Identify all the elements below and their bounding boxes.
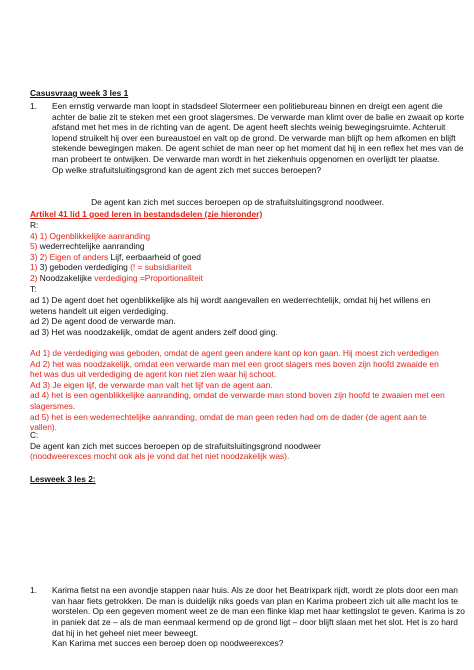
ad-black-1: ad 1) De agent doet het ogenblikkelijke als hij wordt aangevallen en wederrechtelijk, omdat hij het willens en wetens handelt uit eigen verdediging. [30, 295, 431, 316]
section-title-lesweek3-les2: Lesweek 3 les 2: [30, 474, 96, 484]
r-item-3: 3) 2) Eigen of anders Lijf, eerbaarheid of goed [30, 251, 201, 262]
r-item-1: 4) 1) Ogenblikkelijke aanranding [30, 230, 151, 241]
conclusion: De agent kan zich met succes beroepen op de strafuitsluitingsgrond noodweer [30, 440, 321, 451]
ad-red-1: Ad 1) de verdediging was geboden, omdat de agent geen andere kant op kon gaan. Hij moest zich verdedigen [30, 348, 439, 358]
question-1 [30, 101, 467, 175]
answer-line: De agent kan zich met succes beroepen op de strafuitsluitingsgrond noodweer. [91, 197, 384, 207]
r-item-5: 2) Noodzakelijke verdediging =Proportionaliteit [30, 272, 203, 283]
r-item-4: 1) 3) geboden verdediging (! = subsidiariteit [30, 262, 192, 273]
ad-red-5: ad 5) het is een wederrechtelijke aanranding, omdat de man geen reden had om de dader (de agent aan te vallen). [30, 411, 427, 433]
ad-red-3: Ad 3) Je eigen lijf, de verwarde man valt het lijf van de agent aan. [30, 379, 273, 390]
ad-black-list [30, 295, 445, 337]
t-label: T: [30, 283, 37, 294]
c-section [30, 430, 445, 462]
question-number: 1. [30, 585, 37, 596]
question-text: Een ernstig verwarde man loopt in stadsdeel Slotermeer een politiebureau binnen en dreigt een agent die achter de balie zit te steken met een groot slagersmes. De verwarde man klimt over de balie en zwaait op korte afstand met het mes in de richting van de agent. De agent heeft slechts weinig bewegingsruimte. Achteruit lopend struikelt hij over een bureaustoel en valt op de grond. De verwarde man blijft op hem afkomen en blijft stekende bewegingen maken. De agent schiet de man neer op het moment dat hij in een reflex het mes van de man probeert te ontwijken. De verwarde man wordt in het ziekenhuis opgenomen en overlijdt ter plaatse. [52, 101, 464, 164]
section-title-week3-les1: Casusvraag week 3 les 1 [30, 88, 129, 98]
r-label: R: [30, 220, 39, 230]
question-2 [30, 585, 467, 649]
c-label: C: [30, 430, 39, 440]
question-number: 1. [30, 101, 37, 111]
ad-red-4: ad 4) het is een ogenblikkelijke aanranding, omdat de verwarde man stond boven zijn hoofd te zwaaien met een slagersmes. [30, 390, 445, 411]
ad-black-2: ad 2) De agent dood de verwarde man. [30, 316, 176, 327]
ad-red-2: Ad 2) het was noodzakelijk, omdat een verwarde man met een groot slagers mes boven zijn hoofd zwaaide en het was dus uit verdediging de agent kon niet zien waar hij schoot. [30, 358, 439, 380]
artikel-heading: Artikel 41 lid 1 goed leren in bestandsdelen (zie hieronder) [30, 209, 263, 219]
question-prompt: Kan Karima met succes een beroep doen op noodweerexces? [52, 638, 284, 649]
ad-red-list [30, 348, 445, 433]
question-text: Karima fietst na een avondje stappen naar huis. Als ze door het Beatrixpark rijdt, wordt ze plots door een man van haar fiets getrokken. De man is duidelijk niks goeds van plan en Karima probeert zich uit alle macht los te worstelen. Op een gegeven moment weet ze de man een flinke klap met haar kettingslot te geven. Karima is zo in paniek dat ze – als de man eenmaal kermend op de grond ligt – door blijft slaan met het slot. Het is zo hard dat hij in het geheel niet meer beweegt. [52, 585, 465, 638]
conclusion-note: (noodweerexces mocht ook als je vond dat het niet noodzakelijk was). [30, 451, 290, 462]
r-item-2: 5) wederrechtelijke aanranding [30, 241, 145, 252]
r-section [30, 220, 445, 294]
question-prompt: Op welke strafuitsluitingsgrond kan de agent zich met succes beroepen? [52, 164, 322, 175]
ad-black-3: ad 3) Het was noodzakelijk, omdat de agent anders zelf dood ging. [30, 326, 278, 337]
